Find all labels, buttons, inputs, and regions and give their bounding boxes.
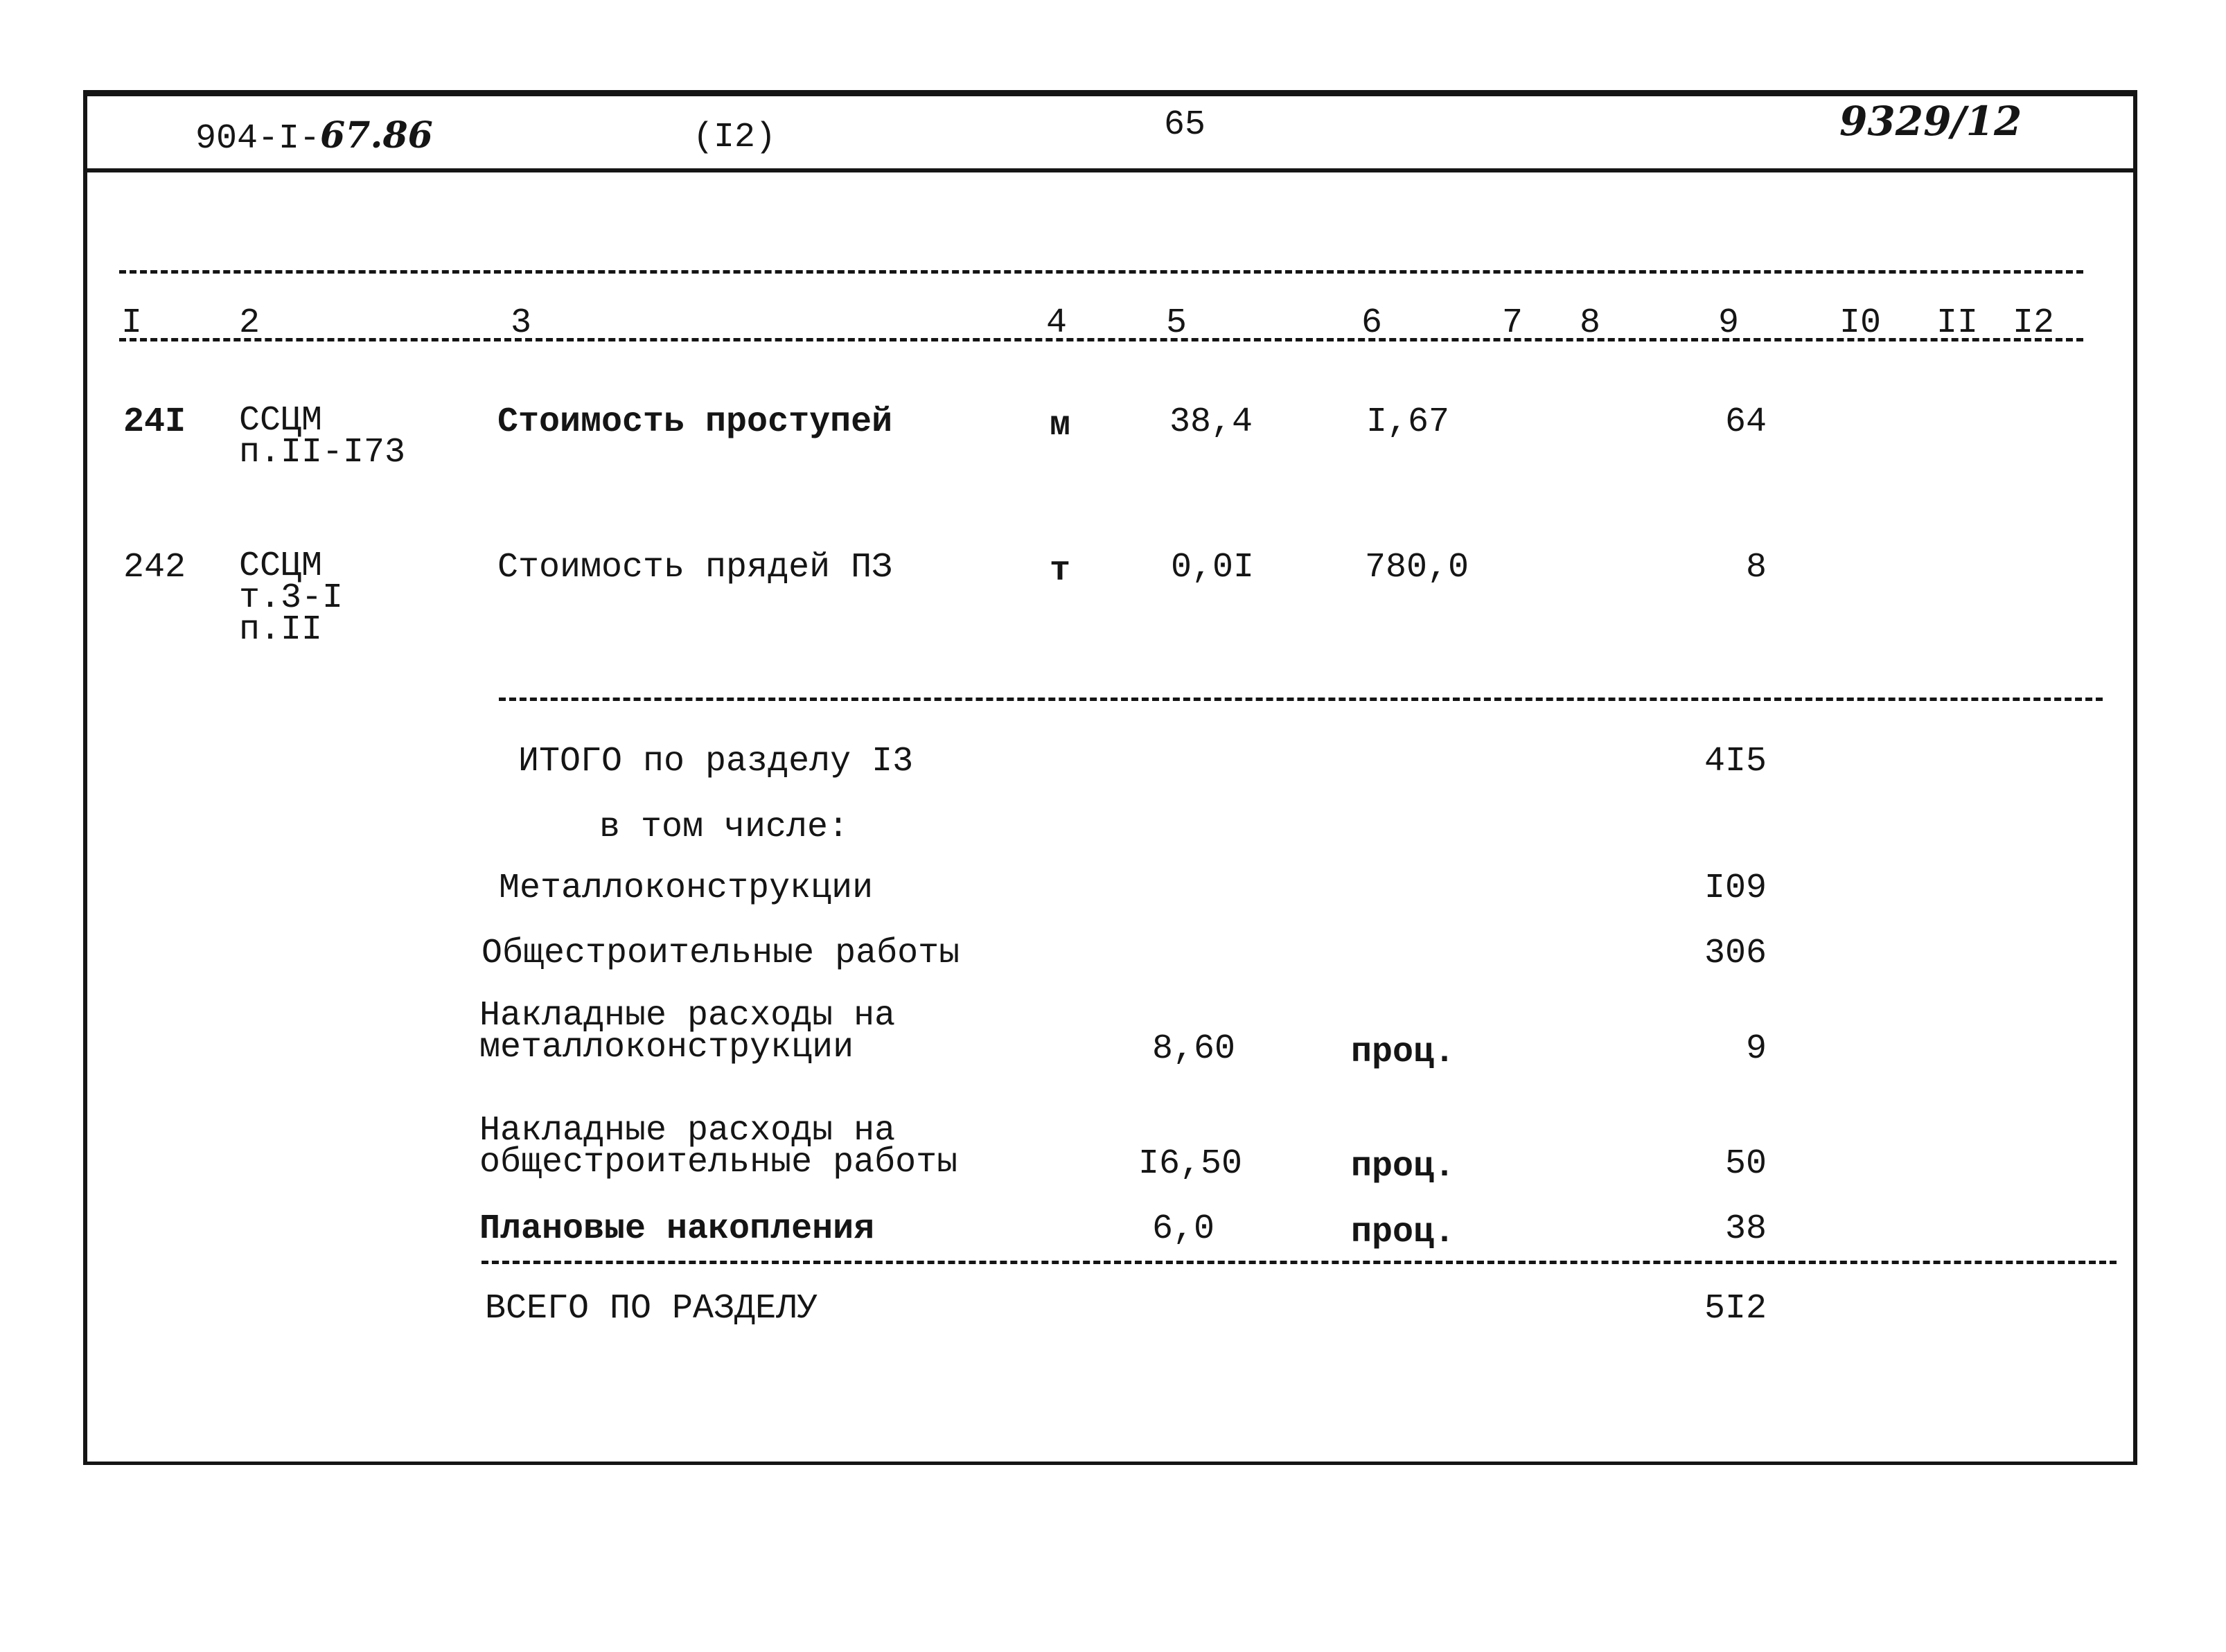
- col-num-12: I2: [2013, 303, 2055, 343]
- table-top-rule: [119, 270, 2083, 274]
- metal-value: I09: [1704, 869, 1767, 908]
- col-num-2: 2: [239, 303, 260, 343]
- overhead-metal-rate: 8,60: [1152, 1029, 1236, 1069]
- header-divider: [83, 168, 2137, 172]
- label-line: общестроительные работы: [479, 1143, 958, 1182]
- general-value: 306: [1704, 934, 1767, 973]
- row-unit-price: 780,0: [1365, 548, 1469, 587]
- col-num-11: II: [1936, 303, 1979, 343]
- planned-label: Плановые накопления: [479, 1209, 875, 1249]
- col-num-3: 3: [511, 303, 532, 343]
- planned-unit: проц.: [1351, 1213, 1456, 1252]
- overhead-general-label: [479, 1111, 958, 1182]
- overhead-metal-value: 9: [1745, 1029, 1767, 1069]
- col-num-1: I: [121, 303, 143, 343]
- col-num-4: 4: [1046, 303, 1068, 343]
- row-reference: [239, 401, 406, 472]
- vtom-label: в том числе:: [599, 808, 849, 847]
- metal-label: Металлоконструкции: [499, 869, 874, 908]
- doc-code-printed: 904-I-: [195, 119, 321, 159]
- col-num-7: 7: [1502, 303, 1523, 343]
- col-num-6: 6: [1361, 303, 1383, 343]
- doc-code-stamped: 67.86: [320, 114, 433, 157]
- planned-value: 38: [1724, 1209, 1767, 1249]
- row-unit: м: [1050, 406, 1071, 445]
- total-value: 5I2: [1704, 1289, 1767, 1329]
- itogo-value: 4I5: [1704, 742, 1767, 781]
- grand-total-rule: [482, 1261, 2117, 1264]
- label-line: металлоконструкции: [479, 1028, 854, 1067]
- col-num-8: 8: [1580, 303, 1601, 343]
- row-reference: [239, 547, 344, 650]
- overhead-metal-unit: проц.: [1351, 1033, 1456, 1072]
- row-number: 24I: [123, 402, 186, 442]
- label-line: Накладные расходы на: [479, 996, 896, 1036]
- row-unit-price: I,67: [1366, 402, 1450, 442]
- row-quantity: 38,4: [1169, 402, 1253, 442]
- overhead-general-unit: проц.: [1351, 1147, 1456, 1187]
- page-number: 65: [1164, 105, 1206, 145]
- row-total: 8: [1745, 548, 1767, 587]
- row-quantity: 0,0I: [1171, 548, 1255, 587]
- row-unit: т: [1050, 551, 1071, 591]
- itogo-label: ИТОГО по разделу I3: [518, 742, 914, 781]
- overhead-metal-label: [479, 996, 896, 1067]
- reference-line: п.II: [239, 610, 323, 650]
- overhead-general-rate: I6,50: [1138, 1144, 1243, 1184]
- subtotal-rule: [499, 698, 2103, 701]
- col-num-5: 5: [1166, 303, 1187, 343]
- row-total: 64: [1724, 402, 1767, 442]
- reference-line: ССЦМ: [239, 547, 323, 586]
- row-name: Стоимость прядей ПЗ: [497, 548, 893, 587]
- reference-line: п.II-I73: [239, 433, 406, 472]
- reference-line: ССЦМ: [239, 401, 323, 441]
- document-frame: [83, 90, 2137, 1465]
- row-name: Стоимость проступей: [497, 402, 893, 442]
- col-num-10: I0: [1839, 303, 1882, 343]
- reference-line: т.3-I: [239, 578, 344, 618]
- doc-code: [195, 114, 433, 159]
- total-label: ВСЕГО ПО РАЗДЕЛУ: [485, 1289, 818, 1329]
- label-line: Накладные расходы на: [479, 1111, 896, 1151]
- inventory-number: 9329/12: [1839, 98, 2022, 145]
- row-number: 242: [123, 548, 186, 587]
- album-number: (I2): [693, 118, 777, 157]
- general-label: Общестроительные работы: [482, 934, 960, 973]
- col-num-9: 9: [1718, 303, 1740, 343]
- overhead-general-value: 50: [1724, 1144, 1767, 1184]
- planned-rate: 6,0: [1152, 1209, 1215, 1249]
- column-numbers-rule: [119, 338, 2083, 341]
